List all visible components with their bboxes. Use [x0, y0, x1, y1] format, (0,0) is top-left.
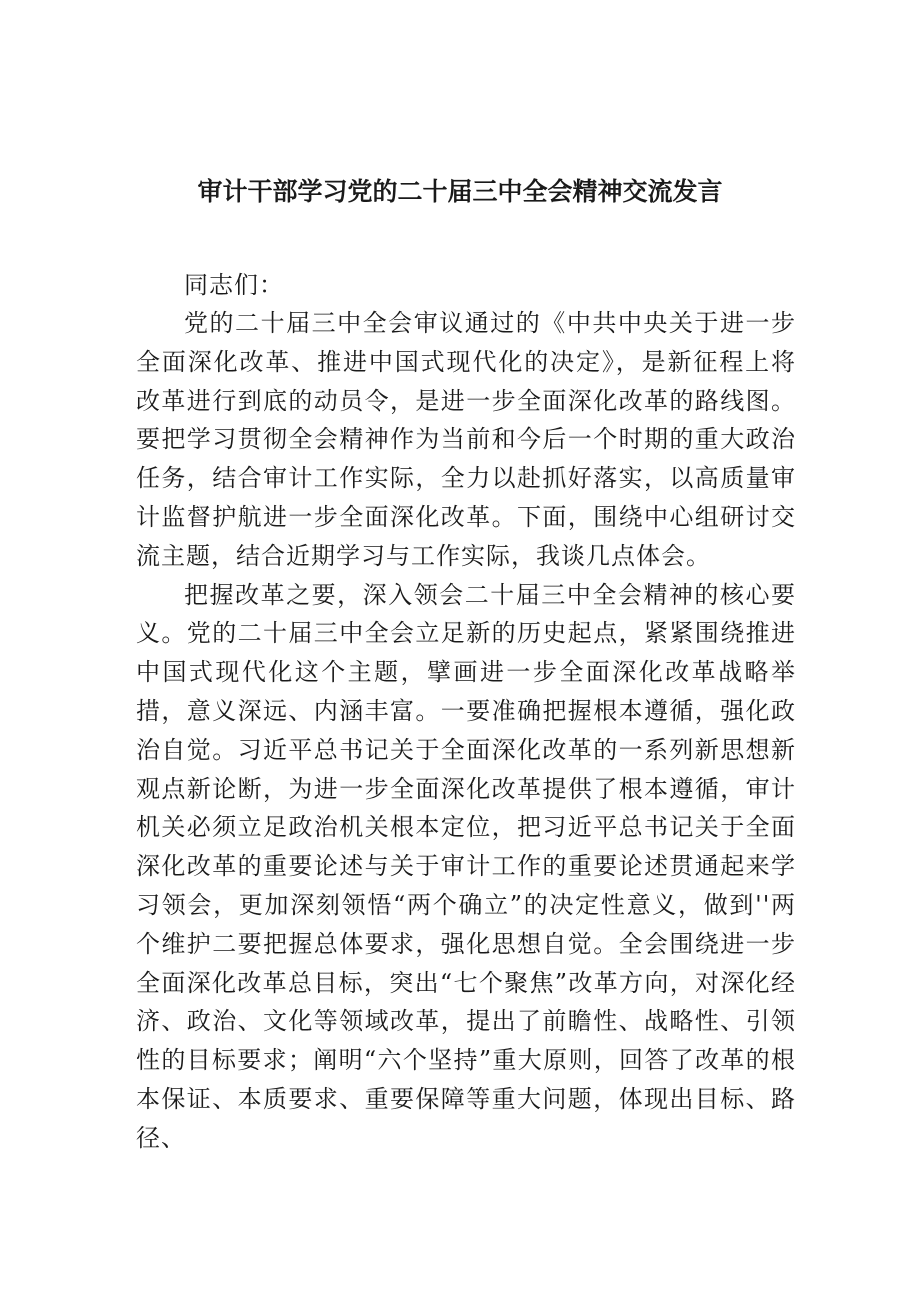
paragraph-1: 党的二十届三中全会审议通过的《中共中央关于进一步全面深化改革、推进中国式现代化的决定》，是新征程上将改革进行到底的动员令，是进一步全面深化改革的路线图。要把学习贯彻全会精神作为当前和今后一个时期的重大政治任务，结合审计工作实际，全力以赴抓好落实，以高质量审计监督护航进一步全面深化改革。下面，围绕中心组研讨交流主题，结合近期学习与工作实际，我谈几点体会。	[136, 309, 796, 570]
document-title: 审计干部学习党的二十届三中全会精神交流发言	[197, 177, 723, 206]
paragraph-2: 把握改革之要，深入领会二十届三中全会精神的核心要义。党的二十届三中全会立足新的历史起点，紧紧围绕推进中国式现代化这个主题，擘画进一步全面深化改革战略举措，意义深远、内涵丰富。一要准确把握根本遵循，强化政治自觉。习近平总书记关于全面深化改革的一系列新思想新观点新论断，为进一步全面深化改革提供了根本遵循，审计机关必须立足政治机关根本定位，把习近平总书记关于全面深化改革的重要论述与关于审计工作的重要论述贯通起来学习领会，更加深刻领悟“两个确立”的决定性意义，做到''两个维护二要把握总体要求，强化思想自觉。全会围绕进一步全面深化改革总目标，突出“七个聚焦”改革方向，对深化经济、政治、文化等领域改革，提出了前瞻性、战略性、引领性的目标要求；阐明“六个坚持”重大原则，回答了改革的根本保证、本质要求、重要保障等重大问题，体现出目标、路径、	[136, 580, 796, 1152]
document-body	[136, 304, 796, 1158]
salutation: 同志们：	[184, 271, 284, 299]
